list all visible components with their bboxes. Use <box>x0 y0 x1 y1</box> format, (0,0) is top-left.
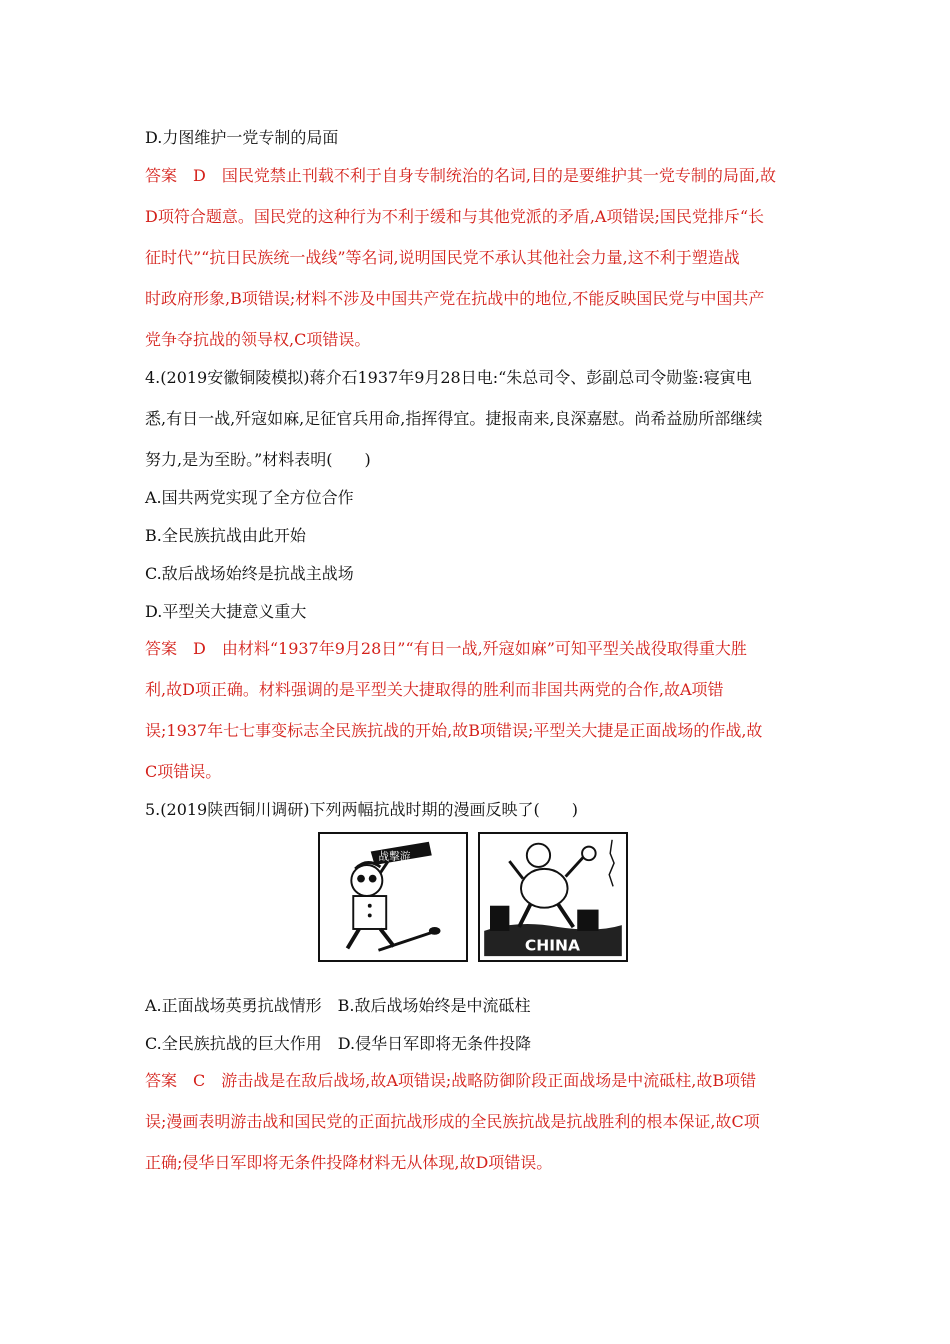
answer-line: 征时代”“抗日民族统一战线”等名词,说明国民党不承认其他社会力量,这不利于塑造战 <box>145 248 740 267</box>
line-0: D.力图维护一党专制的局面 <box>145 128 339 147</box>
option-a: A.国共两党实现了全方位合作 <box>145 488 354 507</box>
answer-line: 答案 D 由材料“1937年9月28日”“有日一战,歼寇如麻”可知平型关战役取得重大胜 <box>145 639 747 658</box>
option-ab: A.正面战场英勇抗战情形 B.敌后战场始终是中流砥柱 <box>145 996 531 1015</box>
question-5: 5.(2019陕西铜川调研)下列两幅抗战时期的漫画反映了( ) <box>145 800 578 819</box>
sign-text: 战擊游 <box>378 850 411 864</box>
soldier-cartoon-image <box>320 834 466 960</box>
question-line: 努力,是为至盼。”材料表明( ) <box>145 450 371 469</box>
answer-line: 利,故D项正确。材料强调的是平型关大捷取得的胜利而非国共两党的合作,故A项错 <box>145 680 724 699</box>
china-cartoon-image <box>480 834 626 960</box>
china-label: CHINA <box>524 936 580 955</box>
answer-line: 答案 C 游击战是在敌后战场,故A项错误;战略防御阶段正面战场是中流砥柱,故B项错 <box>145 1071 757 1090</box>
cartoon-left <box>318 832 468 962</box>
answer-line: 误;漫画表明游击战和国民党的正面抗战形成的全民族抗战是抗战胜利的根本保证,故C项 <box>145 1112 760 1131</box>
option-d: D.平型关大捷意义重大 <box>145 602 307 621</box>
answer-line: 正确;侵华日军即将无条件投降材料无从体现,故D项错误。 <box>145 1153 553 1172</box>
question-4: 4.(2019安徽铜陵模拟)蒋介石1937年9月28日电:“朱总司令、彭副总司令勋鉴:寝寅电 <box>145 368 752 387</box>
cartoon-right <box>478 832 628 962</box>
answer-line: 党争夺抗战的领导权,C项错误。 <box>145 330 371 349</box>
answer-line: 误;1937年七七事变标志全民族抗战的开始,故B项错误;平型关大捷是正面战场的作战,故 <box>145 721 763 740</box>
option-cd: C.全民族抗战的巨大作用 D.侵华日军即将无条件投降 <box>145 1034 532 1053</box>
answer-line: D项符合题意。国民党的这种行为不利于缓和与其他党派的矛盾,A项错误;国民党排斥“长 <box>145 207 765 226</box>
answer-line: C项错误。 <box>145 762 222 781</box>
question-line: 悉,有日一战,歼寇如麻,足征官兵用命,指挥得宜。捷报南来,良深嘉慰。尚希益励所部继续 <box>145 409 763 428</box>
answer-line: 答案 D 国民党禁止刊载不利于自身专制统治的名词,目的是要维护其一党专制的局面,故 <box>145 166 777 185</box>
option-b: B.全民族抗战由此开始 <box>145 526 306 545</box>
cartoon-pair <box>318 832 630 964</box>
option-c: C.敌后战场始终是抗战主战场 <box>145 564 354 583</box>
answer-line: 时政府形象,B项错误;材料不涉及中国共产党在抗战中的地位,不能反映国民党与中国共产 <box>145 289 765 308</box>
